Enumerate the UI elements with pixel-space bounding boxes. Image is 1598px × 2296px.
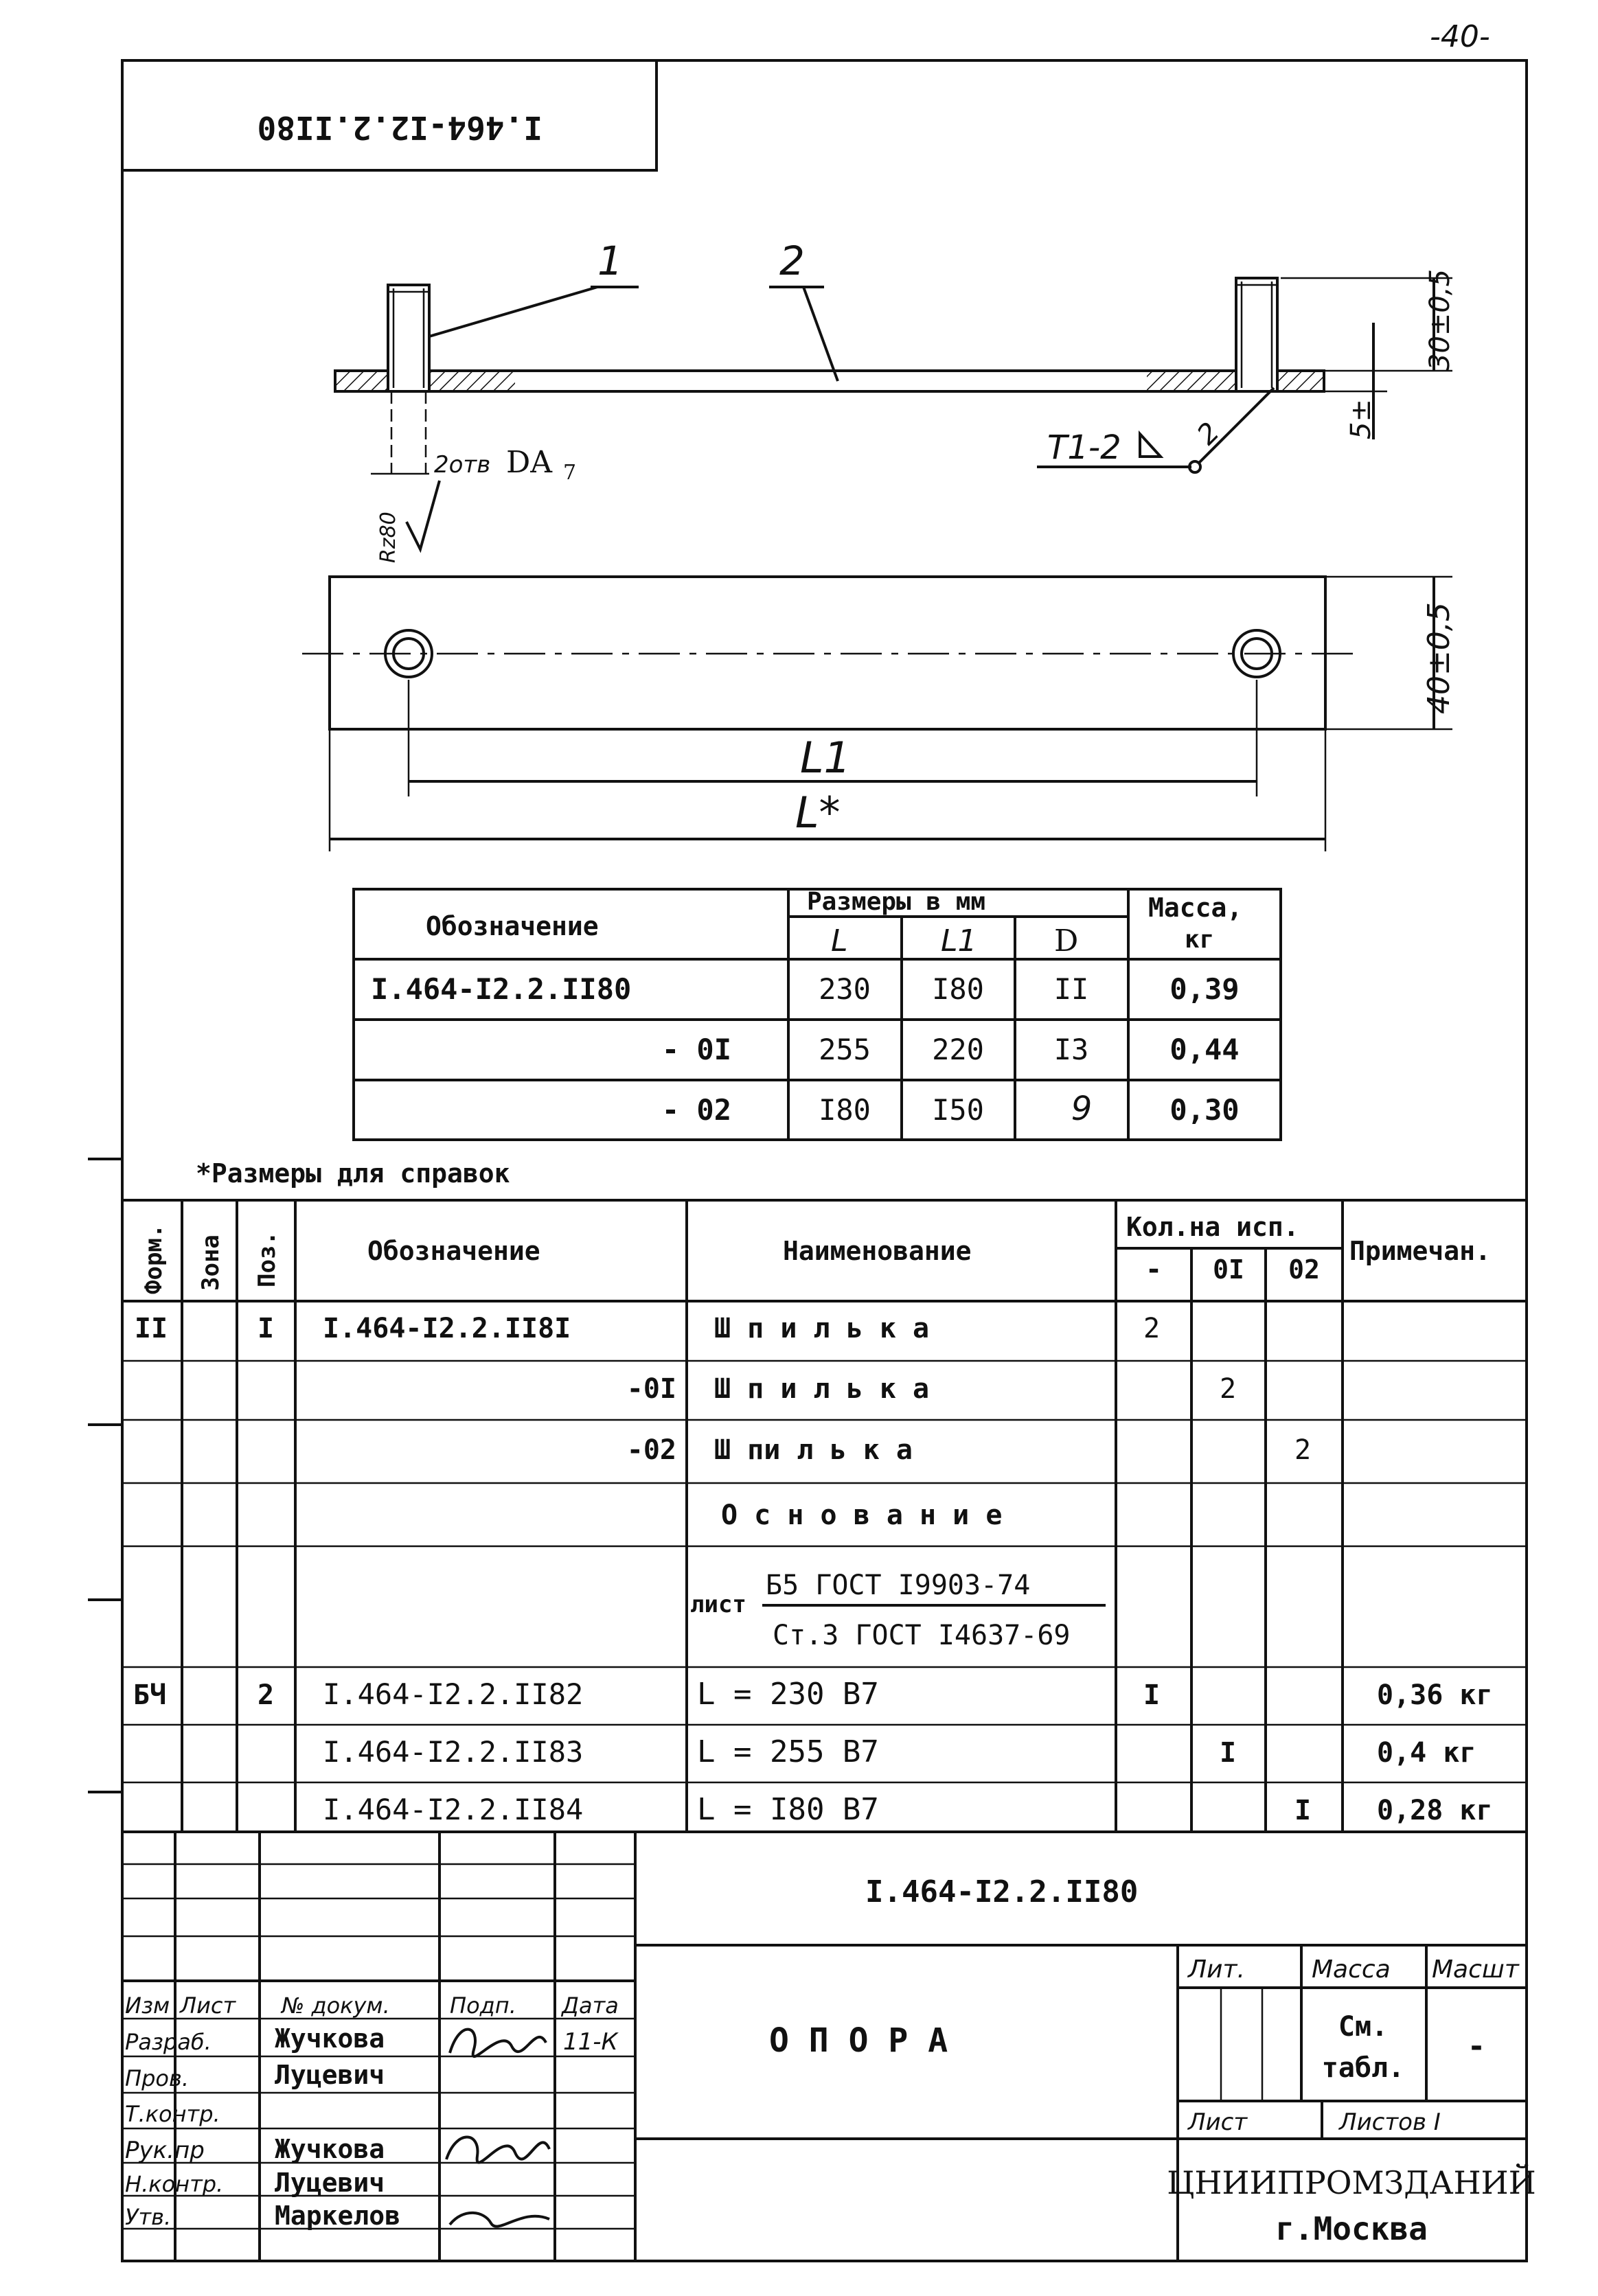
spec-row-q1: I	[1220, 1737, 1237, 1769]
spec-header-designation: Обозначение	[367, 1236, 540, 1266]
spec-row-q0: I	[1143, 1679, 1161, 1711]
title-block	[122, 1832, 1536, 2261]
size-row-designation: I.464-I2.2.II80	[371, 972, 632, 1006]
roughness-mark: Rz80	[376, 512, 400, 563]
signature	[446, 2137, 549, 2163]
size-row-L: 255	[819, 1033, 871, 1066]
spec-row-designation: -02	[626, 1434, 676, 1466]
sheet-label: Лист	[1188, 2109, 1248, 2136]
spec-row-note: 0,28 кг	[1377, 1795, 1493, 1826]
stamp-code: I.464-I2.2.II80	[257, 109, 543, 146]
col-header-date: Дата	[562, 1993, 619, 2019]
callout-1: 1	[597, 238, 623, 284]
role-date: 11-К	[563, 2028, 618, 2056]
size-row-L1: I80	[932, 972, 984, 1006]
doc-code: I.464-I2.2.II80	[865, 1874, 1139, 1909]
size-row-designation: - 0I	[661, 1033, 731, 1066]
size-row-D: 9	[1071, 1090, 1093, 1128]
spec-row-name: О с н о в а н и е	[721, 1500, 1003, 1531]
spec-header-qty-dash: -	[1145, 1254, 1163, 1285]
size-row-L1: I50	[932, 1093, 984, 1127]
role-label: Рук.пр	[125, 2137, 205, 2164]
size-row-L: 230	[819, 972, 871, 1006]
spec-row-pos: 2	[257, 1679, 275, 1711]
spec-row-designation: -0I	[626, 1373, 676, 1405]
spec-row-q2: 2	[1294, 1434, 1312, 1466]
margin-ticks	[88, 1159, 122, 1792]
spec-row-designation: I.464-I2.2.II82	[323, 1677, 584, 1711]
spec-row-name: Ш пи л ь к а	[714, 1434, 913, 1466]
col-header-list: Лист	[180, 1993, 236, 2019]
holes-note-sub: 7	[563, 461, 577, 485]
size-row-D: I3	[1053, 1033, 1089, 1066]
spec-header-note: Примечан.	[1349, 1236, 1491, 1266]
col-header-doc: № докум.	[282, 1993, 390, 2019]
spec-header-zone: Зона	[197, 1235, 225, 1291]
mass-value-1: См.	[1338, 2011, 1389, 2043]
spec-row-q2: I	[1294, 1795, 1312, 1826]
spec-row-q0: 2	[1143, 1313, 1161, 1344]
spec-row-designation: I.464-I2.2.II8I	[323, 1313, 571, 1344]
scale-value: -	[1467, 2029, 1486, 2064]
role-label: Утв.	[125, 2204, 172, 2230]
plan-view	[302, 577, 1457, 851]
org-name: ЦНИИПРОМЗДАНИЙ	[1167, 2164, 1536, 2201]
spec-row-name: Ш п и л ь к а	[714, 1373, 930, 1405]
dim-L1: L1	[800, 733, 851, 783]
scale-label: Масшт	[1432, 1955, 1519, 1984]
spec-row-q1: 2	[1220, 1373, 1237, 1405]
spec-row-format: БЧ	[133, 1679, 167, 1711]
material-bottom: Ст.3 ГОСТ I4637-69	[773, 1620, 1071, 1651]
col-header-sign: Подп.	[450, 1993, 516, 2019]
spec-header-pos: Поз.	[253, 1231, 281, 1287]
size-header-mass: Масса,	[1148, 893, 1243, 923]
size-footnote: *Размеры для справок	[196, 1158, 510, 1189]
signature	[450, 2213, 549, 2227]
size-header-mass-unit: кг	[1185, 926, 1215, 954]
dim-L: L*	[795, 788, 841, 838]
spec-header-qty-02: 02	[1288, 1254, 1320, 1285]
spec-header-format: Форм.	[140, 1224, 168, 1294]
size-header-sizes: Размеры в мм	[807, 888, 986, 916]
spec-row-name: Ш п и л ь к а	[714, 1313, 930, 1344]
spec-row-designation: I.464-I2.2.II83	[323, 1735, 584, 1769]
mass-value-2: табл.	[1321, 2052, 1405, 2084]
role-name: Луцевич	[275, 2060, 385, 2090]
size-header-L1: L1	[941, 923, 977, 958]
dim-thickness: 5±	[1345, 399, 1377, 439]
spec-row-format: II	[134, 1313, 168, 1344]
size-row-L1: 220	[932, 1033, 984, 1066]
col-header-izm: Изм	[125, 1993, 170, 2019]
size-row-mass: 0,30	[1169, 1093, 1240, 1127]
org-city: г.Москва	[1275, 2210, 1428, 2247]
callout-2: 2	[779, 238, 805, 284]
size-row-mass: 0,44	[1169, 1033, 1240, 1066]
signature	[450, 2030, 546, 2056]
size-header-L: L	[831, 923, 848, 958]
size-row-D: II	[1053, 972, 1089, 1006]
spec-row-note: 0,4 кг	[1377, 1737, 1476, 1769]
mass-label: Масса	[1312, 1955, 1391, 1984]
holes-note-symbol: DA	[506, 445, 553, 480]
doc-title: О П О Р А	[769, 2021, 948, 2060]
size-row-designation: - 02	[661, 1093, 731, 1127]
page-number: -40-	[1430, 19, 1490, 54]
dim-height: 30±0,5	[1424, 268, 1456, 371]
size-row-L: I80	[819, 1093, 871, 1127]
role-name: Луцевич	[275, 2168, 385, 2198]
size-row-mass: 0,39	[1169, 972, 1240, 1006]
role-label: Н.контр.	[125, 2171, 224, 2197]
role-label: Пров.	[125, 2065, 189, 2091]
spec-row-note: 0,36 кг	[1377, 1679, 1493, 1711]
size-header-D: D	[1054, 923, 1079, 958]
spec-header-qty: Кол.на исп.	[1126, 1212, 1299, 1242]
role-name: Маркелов	[275, 2201, 401, 2231]
spec-table	[122, 1200, 1527, 1832]
role-name: Жучкова	[275, 2134, 385, 2164]
spec-row-name: L = I80 В7	[697, 1792, 879, 1827]
role-name: Жучкова	[275, 2023, 385, 2054]
spec-header-name: Наименование	[783, 1236, 972, 1266]
spec-header-qty-01: 0I	[1213, 1254, 1244, 1285]
spec-row-designation: I.464-I2.2.II84	[323, 1793, 584, 1826]
side-view	[335, 238, 1456, 563]
spec-row-name: L = 230 В7	[697, 1677, 879, 1712]
weld-leg: 2	[1191, 416, 1226, 452]
material-prefix: лист	[690, 1591, 746, 1618]
spec-row-name: L = 255 В7	[697, 1734, 879, 1769]
role-label: Разраб.	[125, 2029, 212, 2055]
size-header-designation: Обозначение	[426, 911, 599, 941]
weld-note: T1-2	[1047, 428, 1121, 467]
holes-note-prefix: 2отв	[434, 451, 491, 479]
lit-label: Лит.	[1188, 1955, 1245, 1984]
dim-width: 40±0,5	[1422, 602, 1457, 714]
size-table	[354, 888, 1281, 1140]
spec-row-pos: I	[257, 1313, 275, 1344]
sheets-label: Листов I	[1339, 2109, 1441, 2136]
role-label: Т.контр.	[125, 2101, 220, 2127]
material-top: Б5 ГОСТ I9903-74	[766, 1570, 1031, 1601]
